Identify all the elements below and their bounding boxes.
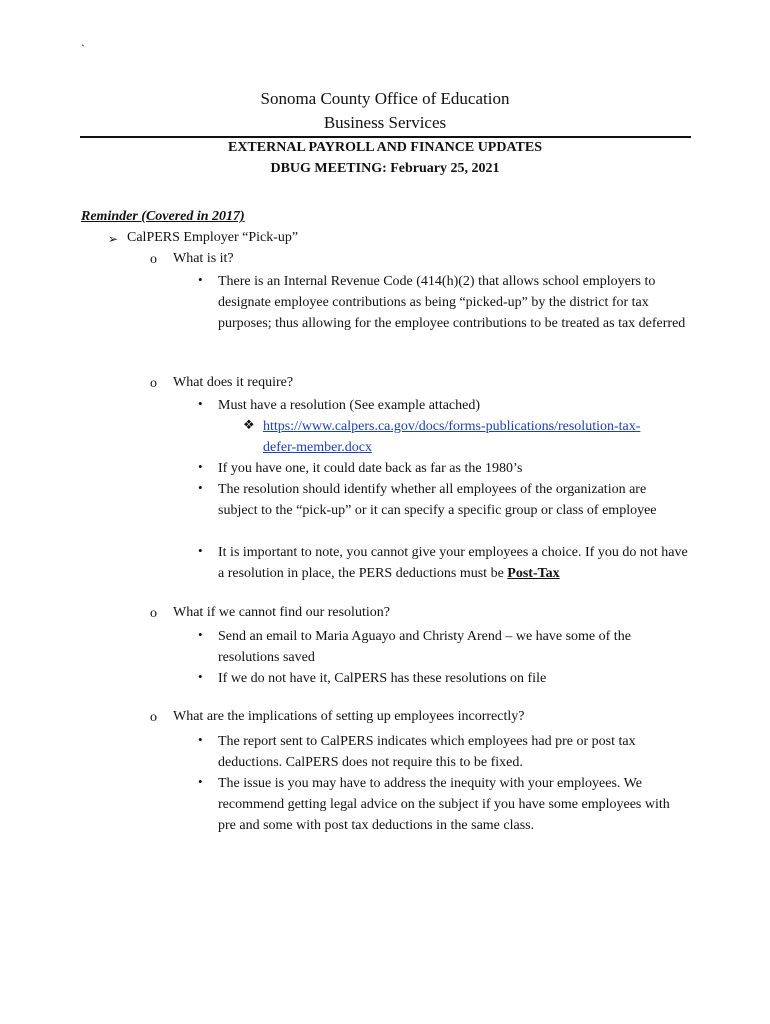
meeting-date: DBUG MEETING: February 25, 2021 [270, 161, 500, 176]
circle-bullet-icon: o [150, 606, 157, 621]
bullet-icon: • [198, 774, 203, 789]
resolution-link[interactable]: https://www.calpers.ca.gov/docs/forms-publications/resolution-tax- [263, 419, 641, 434]
header-divider [80, 136, 691, 138]
question-what-does-it-require: What does it require? [173, 375, 294, 390]
list-item-text: It is important to note, you cannot give your employees a choice. If you do not have a resolution in place, the PERS deductions must be [218, 545, 688, 581]
bullet-icon: • [198, 732, 203, 747]
organization-name: Sonoma County Office of Education [260, 89, 510, 108]
bullet-icon: • [198, 543, 203, 558]
bullet-icon: • [198, 459, 203, 474]
list-item: Must have a resolution (See example attached) [218, 398, 481, 413]
circle-bullet-icon: o [150, 252, 157, 267]
list-item: There is an Internal Revenue Code (414(h)(2) that allows school employers to designate employee contributions as being “picked-up” by the district for tax purposes; thus allowing for the employee contributions to be treated as tax deferred [218, 274, 686, 331]
bullet-icon: • [198, 480, 203, 495]
stray-mark: ` [81, 42, 85, 56]
topic-title: CalPERS Employer “Pick-up” [127, 230, 299, 245]
bullet-icon: • [198, 272, 203, 287]
circle-bullet-icon: o [150, 710, 157, 725]
list-item: The report sent to CalPERS indicates which employees had pre or post tax deductions. CalPERS does not require this to be fixed. [218, 734, 636, 770]
question-implications: What are the implications of setting up employees incorrectly? [173, 709, 525, 724]
list-item [218, 542, 688, 584]
bullet-icon: • [198, 396, 203, 411]
question-what-is-it: What is it? [173, 251, 234, 266]
circle-bullet-icon: o [150, 376, 157, 391]
bullet-icon: • [198, 627, 203, 642]
bullet-icon: • [198, 669, 203, 684]
document-subtitle: EXTERNAL PAYROLL AND FINANCE UPDATES [227, 140, 542, 155]
list-item: If we do not have it, CalPERS has these resolutions on file [218, 671, 547, 686]
list-item: If you have one, it could date back as far as the 1980’s [218, 461, 523, 476]
diamond-bullet-icon: ❖ [243, 417, 255, 432]
list-item: The issue is you may have to address the inequity with your employees. We recommend getting legal advice on the subject if you have some employees with pre and some with post tax deductions in the same class. [218, 776, 670, 833]
department-name: Business Services [323, 113, 447, 132]
post-tax-emphasis: Post-Tax [507, 566, 560, 581]
list-item: The resolution should identify whether all employees of the organization are subject to the “pick-up” or it can specify a specific group or class of employee [218, 482, 657, 518]
question-cannot-find: What if we cannot find our resolution? [173, 605, 390, 620]
resolution-link-continued[interactable]: defer-member.docx [263, 440, 372, 455]
arrow-bullet-icon: ➢ [108, 232, 119, 246]
list-item: Send an email to Maria Aguayo and Christy Arend – we have some of the resolutions saved [218, 629, 631, 665]
reminder-heading: Reminder (Covered in 2017) [81, 209, 245, 224]
